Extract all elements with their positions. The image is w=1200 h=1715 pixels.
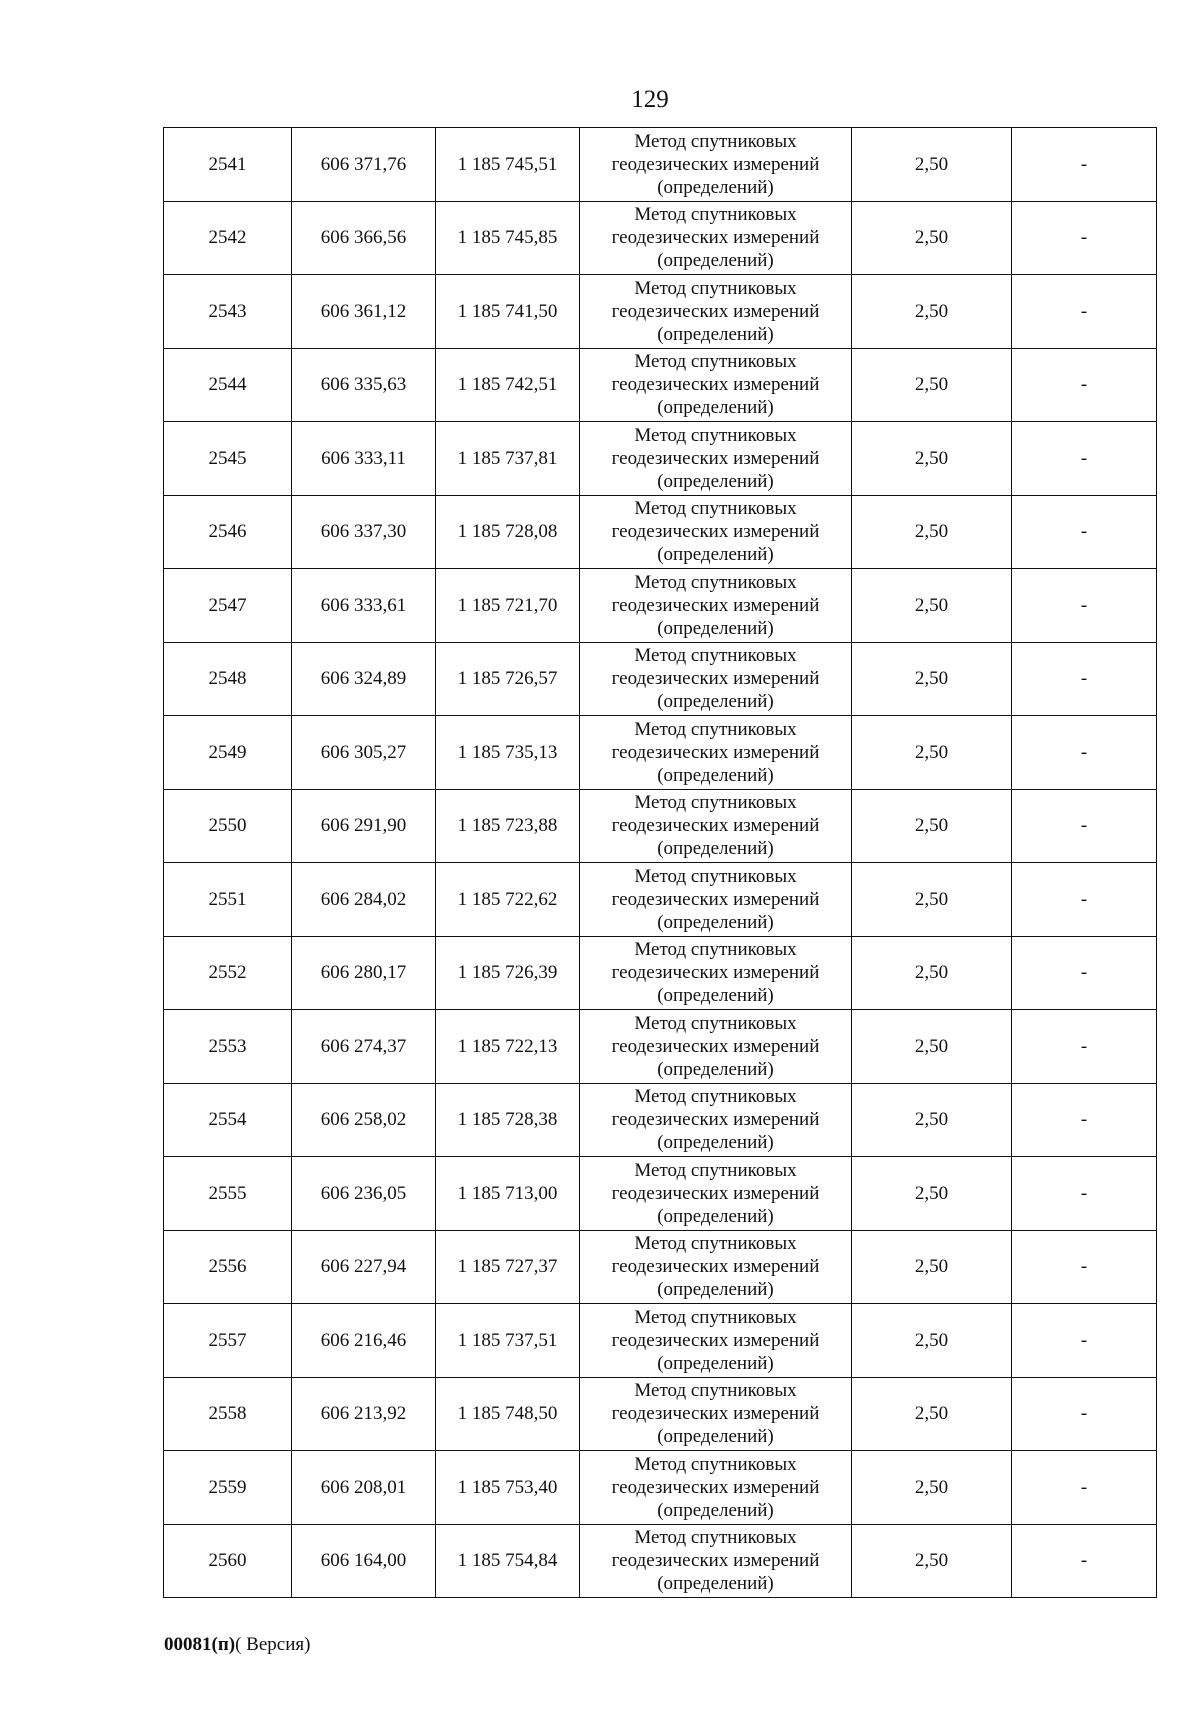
method-cell (580, 642, 852, 716)
method-line: геодезических измерений (611, 1256, 820, 1278)
method-cell (580, 936, 852, 1010)
method-cell (580, 128, 852, 202)
x-coordinate-cell: 606 216,46 (292, 1304, 436, 1378)
method-cell (580, 1377, 852, 1451)
method-line: (определений) (657, 911, 774, 933)
note-cell: - (1012, 348, 1157, 422)
footer-version: ( Версия) (235, 1634, 311, 1655)
method-line: Метод спутниковых (634, 1380, 797, 1402)
note-cell: - (1012, 1451, 1157, 1525)
table-row (164, 863, 1157, 937)
y-coordinate-cell: 1 185 742,51 (436, 348, 580, 422)
y-coordinate-cell: 1 185 727,37 (436, 1230, 580, 1304)
method-line: геодезических измерений (611, 447, 820, 469)
y-coordinate-cell: 1 185 735,13 (436, 716, 580, 790)
x-coordinate-cell: 606 291,90 (292, 789, 436, 863)
method-line: Метод спутниковых (634, 645, 797, 667)
note-cell: - (1012, 128, 1157, 202)
method-cell (580, 1451, 852, 1525)
x-coordinate-cell: 606 208,01 (292, 1451, 436, 1525)
y-coordinate-cell: 1 185 726,39 (436, 936, 580, 1010)
method-cell (580, 275, 852, 349)
table-row (164, 936, 1157, 1010)
method-line: геодезических измерений (611, 374, 820, 396)
accuracy-cell: 2,50 (852, 1524, 1012, 1598)
method-line: Метод спутниковых (634, 1306, 797, 1328)
table-row (164, 495, 1157, 569)
note-cell: - (1012, 422, 1157, 496)
method-cell (580, 348, 852, 422)
point-number-cell: 2558 (164, 1377, 292, 1451)
method-cell (580, 1524, 852, 1598)
y-coordinate-cell: 1 185 745,85 (436, 201, 580, 275)
method-line: геодезических измерений (611, 888, 820, 910)
method-cell (580, 422, 852, 496)
x-coordinate-cell: 606 333,11 (292, 422, 436, 496)
method-line: геодезических измерений (611, 153, 820, 175)
method-line: геодезических измерений (611, 741, 820, 763)
method-line: геодезических измерений (611, 1035, 820, 1057)
method-line: (определений) (657, 1279, 774, 1301)
x-coordinate-cell: 606 236,05 (292, 1157, 436, 1231)
point-number-cell: 2552 (164, 936, 292, 1010)
method-line: Метод спутниковых (634, 1012, 797, 1034)
method-line: Метод спутниковых (634, 718, 797, 740)
table-row (164, 642, 1157, 716)
method-cell (580, 569, 852, 643)
point-number-cell: 2557 (164, 1304, 292, 1378)
x-coordinate-cell: 606 366,56 (292, 201, 436, 275)
x-coordinate-cell: 606 371,76 (292, 128, 436, 202)
y-coordinate-cell: 1 185 754,84 (436, 1524, 580, 1598)
accuracy-cell: 2,50 (852, 128, 1012, 202)
method-line: (определений) (657, 764, 774, 786)
method-line: Метод спутниковых (634, 1453, 797, 1475)
method-line: геодезических измерений (611, 1182, 820, 1204)
y-coordinate-cell: 1 185 722,62 (436, 863, 580, 937)
x-coordinate-cell: 606 274,37 (292, 1010, 436, 1084)
y-coordinate-cell: 1 185 726,57 (436, 642, 580, 716)
accuracy-cell: 2,50 (852, 863, 1012, 937)
x-coordinate-cell: 606 335,63 (292, 348, 436, 422)
table-row (164, 789, 1157, 863)
note-cell: - (1012, 201, 1157, 275)
table-row (164, 1157, 1157, 1231)
note-cell: - (1012, 1524, 1157, 1598)
table-row (164, 1451, 1157, 1525)
x-coordinate-cell: 606 164,00 (292, 1524, 436, 1598)
y-coordinate-cell: 1 185 728,38 (436, 1083, 580, 1157)
method-line: геодезических измерений (611, 1550, 820, 1572)
method-line: (определений) (657, 470, 774, 492)
method-line: Метод спутниковых (634, 939, 797, 961)
table-row (164, 1524, 1157, 1598)
point-number-cell: 2555 (164, 1157, 292, 1231)
method-cell (580, 1083, 852, 1157)
note-cell: - (1012, 569, 1157, 643)
y-coordinate-cell: 1 185 741,50 (436, 275, 580, 349)
method-line: Метод спутниковых (634, 351, 797, 373)
note-cell: - (1012, 495, 1157, 569)
method-cell (580, 495, 852, 569)
x-coordinate-cell: 606 361,12 (292, 275, 436, 349)
point-number-cell: 2543 (164, 275, 292, 349)
point-number-cell: 2545 (164, 422, 292, 496)
y-coordinate-cell: 1 185 753,40 (436, 1451, 580, 1525)
accuracy-cell: 2,50 (852, 569, 1012, 643)
method-line: Метод спутниковых (634, 1159, 797, 1181)
y-coordinate-cell: 1 185 723,88 (436, 789, 580, 863)
method-line: геодезических измерений (611, 594, 820, 616)
method-line: Метод спутниковых (634, 498, 797, 520)
method-line: (определений) (657, 691, 774, 713)
x-coordinate-cell: 606 284,02 (292, 863, 436, 937)
y-coordinate-cell: 1 185 721,70 (436, 569, 580, 643)
point-number-cell: 2550 (164, 789, 292, 863)
accuracy-cell: 2,50 (852, 642, 1012, 716)
method-line: (определений) (657, 250, 774, 272)
method-cell (580, 789, 852, 863)
x-coordinate-cell: 606 280,17 (292, 936, 436, 1010)
table-row (164, 1010, 1157, 1084)
point-number-cell: 2554 (164, 1083, 292, 1157)
x-coordinate-cell: 606 333,61 (292, 569, 436, 643)
point-number-cell: 2549 (164, 716, 292, 790)
method-line: геодезических измерений (611, 1109, 820, 1131)
method-line: Метод спутниковых (634, 424, 797, 446)
note-cell: - (1012, 863, 1157, 937)
y-coordinate-cell: 1 185 713,00 (436, 1157, 580, 1231)
point-number-cell: 2559 (164, 1451, 292, 1525)
method-line: геодезических измерений (611, 962, 820, 984)
point-number-cell: 2560 (164, 1524, 292, 1598)
note-cell: - (1012, 789, 1157, 863)
y-coordinate-cell: 1 185 748,50 (436, 1377, 580, 1451)
method-line: геодезических измерений (611, 227, 820, 249)
point-number-cell: 2548 (164, 642, 292, 716)
table-row (164, 422, 1157, 496)
method-line: (определений) (657, 838, 774, 860)
method-cell (580, 863, 852, 937)
method-cell (580, 716, 852, 790)
method-line: (определений) (657, 1205, 774, 1227)
accuracy-cell: 2,50 (852, 789, 1012, 863)
x-coordinate-cell: 606 337,30 (292, 495, 436, 569)
x-coordinate-cell: 606 227,94 (292, 1230, 436, 1304)
method-line: Метод спутниковых (634, 277, 797, 299)
table-row (164, 1083, 1157, 1157)
note-cell: - (1012, 275, 1157, 349)
method-line: (определений) (657, 1426, 774, 1448)
table-row (164, 275, 1157, 349)
method-line: Метод спутниковых (634, 1233, 797, 1255)
method-line: (определений) (657, 1352, 774, 1374)
y-coordinate-cell: 1 185 737,81 (436, 422, 580, 496)
footer-code: 00081(п) (164, 1634, 236, 1655)
x-coordinate-cell: 606 258,02 (292, 1083, 436, 1157)
note-cell: - (1012, 1377, 1157, 1451)
point-number-cell: 2546 (164, 495, 292, 569)
method-cell (580, 1010, 852, 1084)
method-line: геодезических измерений (611, 668, 820, 690)
method-line: Метод спутниковых (634, 792, 797, 814)
coordinates-table (163, 127, 1157, 1598)
method-line: (определений) (657, 1132, 774, 1154)
method-line: (определений) (657, 176, 774, 198)
method-cell (580, 1304, 852, 1378)
y-coordinate-cell: 1 185 745,51 (436, 128, 580, 202)
accuracy-cell: 2,50 (852, 716, 1012, 790)
method-line: (определений) (657, 617, 774, 639)
point-number-cell: 2542 (164, 201, 292, 275)
accuracy-cell: 2,50 (852, 1304, 1012, 1378)
x-coordinate-cell: 606 305,27 (292, 716, 436, 790)
method-cell (580, 1157, 852, 1231)
note-cell: - (1012, 1304, 1157, 1378)
point-number-cell: 2556 (164, 1230, 292, 1304)
method-line: геодезических измерений (611, 1403, 820, 1425)
document-footer (164, 1634, 310, 1656)
point-number-cell: 2547 (164, 569, 292, 643)
method-line: Метод спутниковых (634, 130, 797, 152)
method-line: (определений) (657, 1499, 774, 1521)
y-coordinate-cell: 1 185 722,13 (436, 1010, 580, 1084)
method-line: Метод спутниковых (634, 1527, 797, 1549)
note-cell: - (1012, 642, 1157, 716)
method-line: (определений) (657, 1058, 774, 1080)
table-row (164, 569, 1157, 643)
method-line: (определений) (657, 397, 774, 419)
point-number-cell: 2551 (164, 863, 292, 937)
accuracy-cell: 2,50 (852, 495, 1012, 569)
point-number-cell: 2553 (164, 1010, 292, 1084)
note-cell: - (1012, 1010, 1157, 1084)
method-line: Метод спутниковых (634, 204, 797, 226)
method-line: геодезических измерений (611, 521, 820, 543)
method-line: (определений) (657, 985, 774, 1007)
x-coordinate-cell: 606 324,89 (292, 642, 436, 716)
method-line: (определений) (657, 1573, 774, 1595)
accuracy-cell: 2,50 (852, 1157, 1012, 1231)
method-line: Метод спутниковых (634, 571, 797, 593)
note-cell: - (1012, 936, 1157, 1010)
table-row (164, 1230, 1157, 1304)
table-row (164, 201, 1157, 275)
accuracy-cell: 2,50 (852, 1451, 1012, 1525)
method-cell (580, 1230, 852, 1304)
table-row (164, 128, 1157, 202)
method-line: (определений) (657, 544, 774, 566)
note-cell: - (1012, 1157, 1157, 1231)
accuracy-cell: 2,50 (852, 1010, 1012, 1084)
method-line: геодезических измерений (611, 300, 820, 322)
accuracy-cell: 2,50 (852, 201, 1012, 275)
point-number-cell: 2541 (164, 128, 292, 202)
table-row (164, 348, 1157, 422)
table-row (164, 1304, 1157, 1378)
note-cell: - (1012, 716, 1157, 790)
accuracy-cell: 2,50 (852, 1083, 1012, 1157)
table-row (164, 716, 1157, 790)
note-cell: - (1012, 1083, 1157, 1157)
accuracy-cell: 2,50 (852, 1377, 1012, 1451)
method-line: Метод спутниковых (634, 1086, 797, 1108)
note-cell: - (1012, 1230, 1157, 1304)
accuracy-cell: 2,50 (852, 1230, 1012, 1304)
accuracy-cell: 2,50 (852, 275, 1012, 349)
method-cell (580, 201, 852, 275)
table-row (164, 1377, 1157, 1451)
method-line: геодезических измерений (611, 1329, 820, 1351)
page-number: 129 (631, 86, 669, 113)
accuracy-cell: 2,50 (852, 422, 1012, 496)
method-line: геодезических измерений (611, 815, 820, 837)
x-coordinate-cell: 606 213,92 (292, 1377, 436, 1451)
method-line: (определений) (657, 323, 774, 345)
y-coordinate-cell: 1 185 737,51 (436, 1304, 580, 1378)
accuracy-cell: 2,50 (852, 348, 1012, 422)
point-number-cell: 2544 (164, 348, 292, 422)
method-line: Метод спутниковых (634, 865, 797, 887)
accuracy-cell: 2,50 (852, 936, 1012, 1010)
y-coordinate-cell: 1 185 728,08 (436, 495, 580, 569)
method-line: геодезических измерений (611, 1476, 820, 1498)
